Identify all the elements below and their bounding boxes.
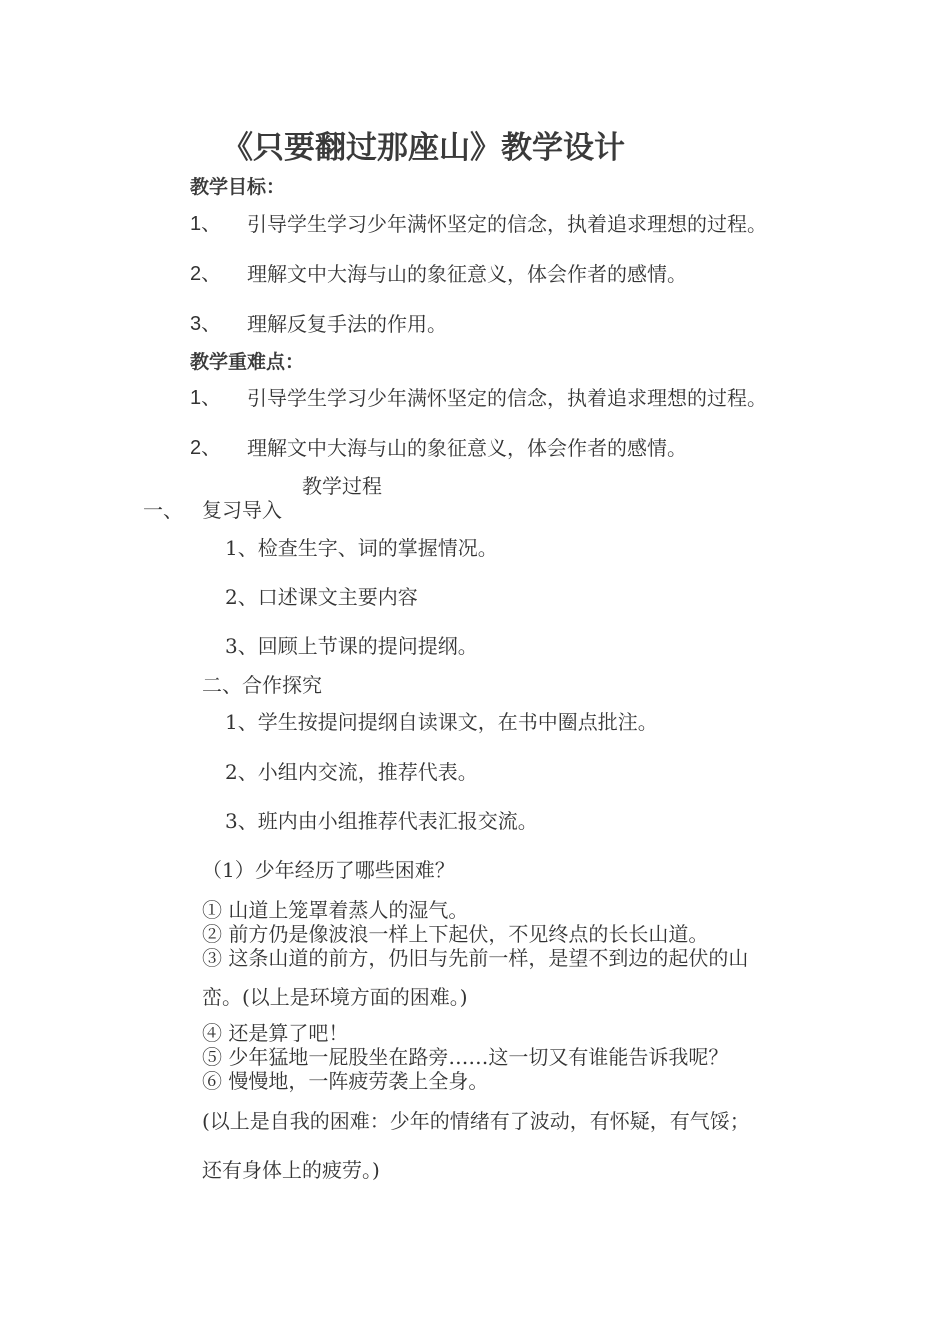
key-point-1-text: 引导学生学习少年满怀坚定的信念，执着追求理想的过程。 bbox=[247, 386, 767, 410]
objective-1-text: 引导学生学习少年满怀坚定的信念，执着追求理想的过程。 bbox=[247, 212, 767, 236]
objective-3-number: 3、 bbox=[190, 313, 222, 335]
key-point-2-text: 理解文中大海与山的象征意义，体会作者的感情。 bbox=[247, 436, 687, 460]
question-1: （1）少年经历了哪些困难？ bbox=[202, 858, 455, 882]
key-point-1-number: 1、 bbox=[190, 387, 222, 409]
objective-2-text: 理解文中大海与山的象征意义，体会作者的感情。 bbox=[247, 262, 687, 286]
document-title: 《只要翻过那座山》教学设计 bbox=[222, 130, 625, 166]
section-2-item-1: 1、学生按提问提纲自读课文，在书中圈点批注。 bbox=[225, 710, 658, 734]
env-difficulty-continuation: 峦。(以上是环境方面的困难。) bbox=[202, 985, 468, 1009]
section-2-title: 二、合作探究 bbox=[202, 673, 322, 697]
section-1-item-3: 3、回顾上节课的提问提纲。 bbox=[225, 634, 478, 658]
section-2-item-2: 2、小组内交流，推荐代表。 bbox=[225, 760, 478, 784]
objective-1-number: 1、 bbox=[190, 213, 222, 235]
self-difficulty-4: ④ 还是算了吧！ bbox=[202, 1021, 349, 1045]
section-1-item-1: 1、检查生字、词的掌握情况。 bbox=[225, 536, 498, 560]
key-point-2-number: 2、 bbox=[190, 437, 222, 459]
process-heading: 教学过程 bbox=[302, 474, 382, 498]
env-difficulty-2: ② 前方仍是像波浪一样上下起伏，不见终点的长长山道。 bbox=[202, 922, 709, 946]
self-difficulty-6: ⑥ 慢慢地，一阵疲劳袭上全身。 bbox=[202, 1069, 489, 1093]
self-summary-line-1: (以上是自我的困难：少年的情绪有了波动，有怀疑，有气馁； bbox=[202, 1109, 750, 1133]
env-difficulty-3: ③ 这条山道的前方，仍旧与先前一样，是望不到边的起伏的山 bbox=[202, 946, 749, 970]
section-1-item-2: 2、口述课文主要内容 bbox=[225, 585, 418, 609]
section-1-title: 复习导入 bbox=[202, 498, 282, 522]
section-2-item-3: 3、班内由小组推荐代表汇报交流。 bbox=[225, 809, 538, 833]
objective-2-number: 2、 bbox=[190, 263, 222, 285]
self-summary-line-2: 还有身体上的疲劳。) bbox=[202, 1158, 380, 1182]
key-points-heading: 教学重难点： bbox=[190, 351, 305, 373]
section-1-number: 一、 bbox=[143, 498, 183, 522]
env-difficulty-1: ① 山道上笼罩着蒸人的湿气。 bbox=[202, 898, 469, 922]
objective-3-text: 理解反复手法的作用。 bbox=[247, 312, 447, 336]
self-difficulty-5: ⑤ 少年猛地一屁股坐在路旁……这一切又有谁能告诉我呢？ bbox=[202, 1045, 729, 1069]
objectives-heading: 教学目标： bbox=[190, 176, 286, 198]
